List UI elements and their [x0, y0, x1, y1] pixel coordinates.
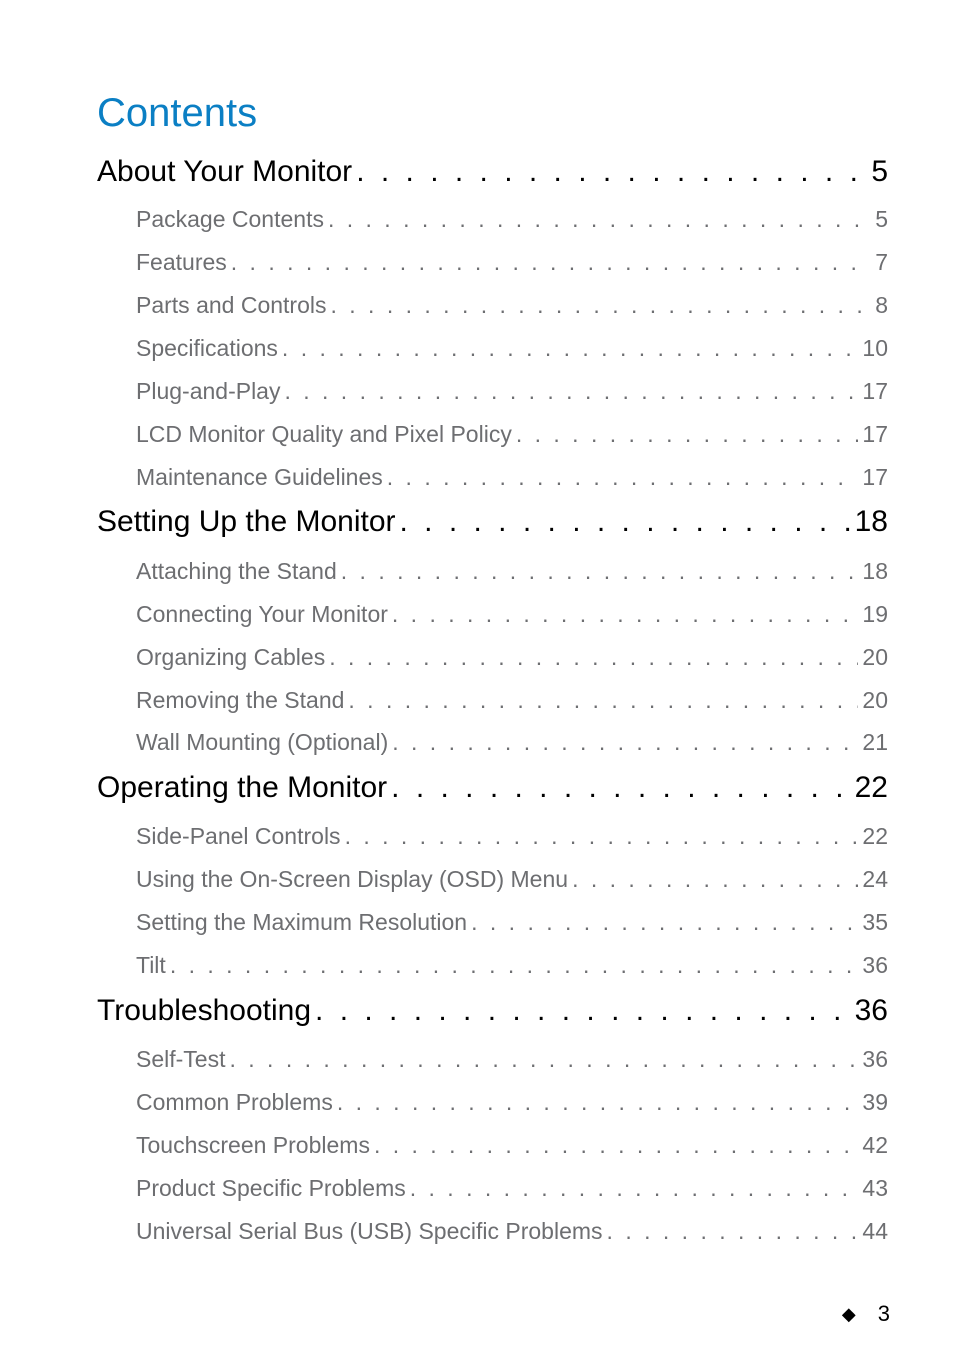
dot-leader	[471, 907, 858, 937]
toc-section-entry[interactable]	[136, 419, 888, 449]
dot-leader	[410, 1173, 859, 1203]
dot-leader	[516, 419, 859, 449]
toc-entry-page: 22	[862, 823, 888, 849]
toc-entry-page: 44	[862, 1218, 888, 1244]
toc-entry-page: 21	[862, 729, 888, 755]
dot-leader	[572, 864, 858, 894]
dot-leader	[348, 685, 858, 715]
toc-section-entry[interactable]	[136, 599, 888, 629]
toc-entry-page: 17	[862, 464, 888, 490]
toc-section-entry[interactable]	[136, 1130, 888, 1160]
diamond-icon: ◆	[841, 1304, 856, 1324]
dot-leader	[400, 502, 851, 542]
toc-entry-page: 43	[862, 1175, 888, 1201]
toc-entry-page: 36	[862, 1046, 888, 1072]
toc-section-entry[interactable]	[136, 727, 888, 757]
toc-section-entry[interactable]	[136, 376, 888, 406]
toc-chapter-entry[interactable]	[97, 991, 888, 1031]
toc-section-entry[interactable]	[136, 864, 888, 894]
toc-entry-label: Tilt	[136, 952, 166, 978]
toc-section-entry[interactable]	[136, 1216, 888, 1246]
toc-entry-page: 22	[854, 771, 888, 804]
toc-entry-label: Product Specific Problems	[136, 1175, 406, 1201]
dot-leader	[282, 333, 858, 363]
dot-leader	[229, 1044, 858, 1074]
page-number: 3	[877, 1301, 890, 1326]
toc-entry-label: Operating the Monitor	[97, 771, 388, 804]
toc-entry-page: 10	[862, 335, 888, 361]
toc-section-entry[interactable]	[136, 1087, 888, 1117]
toc-section-entry[interactable]	[136, 247, 888, 277]
toc-section-entry[interactable]	[136, 685, 888, 715]
toc-section-entry[interactable]	[136, 333, 888, 363]
toc-entry-label: Package Contents	[136, 206, 324, 232]
dot-leader	[607, 1216, 859, 1246]
toc-entry-label: LCD Monitor Quality and Pixel Policy	[136, 421, 512, 447]
toc-chapter-entry[interactable]	[97, 152, 888, 192]
toc-entry-label: Universal Serial Bus (USB) Specific Problems	[136, 1218, 603, 1244]
toc-entry-label: Common Problems	[136, 1089, 333, 1115]
toc-entry-page: 18	[862, 558, 888, 584]
toc-entry-page: 18	[854, 505, 888, 538]
toc-entry-label: Side-Panel Controls	[136, 823, 341, 849]
toc-entry-label: Features	[136, 249, 227, 275]
dot-leader	[231, 247, 871, 277]
toc-entry-label: Touchscreen Problems	[136, 1132, 370, 1158]
dot-leader	[391, 768, 850, 808]
toc-entry-label: About Your Monitor	[97, 155, 353, 188]
toc-section-entry[interactable]	[136, 950, 888, 980]
dot-leader	[374, 1130, 858, 1160]
toc-section-entry[interactable]	[136, 1044, 888, 1074]
dot-leader	[328, 204, 871, 234]
dot-leader	[387, 462, 859, 492]
toc-entry-page: 35	[862, 909, 888, 935]
toc-entry-label: Wall Mounting (Optional)	[136, 729, 389, 755]
toc-entry-label: Troubleshooting	[97, 994, 312, 1027]
toc-entry-label: Organizing Cables	[136, 644, 326, 670]
toc-entry-page: 42	[862, 1132, 888, 1158]
toc-section-entry[interactable]	[136, 821, 888, 851]
toc-chapter-entry[interactable]	[97, 768, 888, 808]
toc-entry-page: 19	[862, 601, 888, 627]
page-title: Contents	[97, 91, 258, 135]
toc-entry-page: 8	[875, 292, 888, 318]
toc-entry-label: Specifications	[136, 335, 278, 361]
toc-entry-page: 20	[862, 687, 888, 713]
toc-entry-label: Parts and Controls	[136, 292, 327, 318]
toc-entry-label: Setting Up the Monitor	[97, 505, 396, 538]
toc-entry-label: Setting the Maximum Resolution	[136, 909, 468, 935]
toc-entry-page: 39	[862, 1089, 888, 1115]
toc-entry-page: 24	[862, 866, 888, 892]
toc-entry-page: 20	[862, 644, 888, 670]
toc-section-entry[interactable]	[136, 462, 888, 492]
toc-section-entry[interactable]	[136, 290, 888, 320]
toc-entry-page: 5	[871, 155, 888, 188]
toc-section-entry[interactable]	[136, 907, 888, 937]
toc-entry-page: 7	[875, 249, 888, 275]
dot-leader	[329, 642, 858, 672]
toc-section-entry[interactable]	[136, 642, 888, 672]
dot-leader	[284, 376, 858, 406]
toc-entry-page: 17	[862, 378, 888, 404]
toc-entry-label: Maintenance Guidelines	[136, 464, 383, 490]
toc-entry-label: Self-Test	[136, 1046, 226, 1072]
dot-leader	[341, 556, 859, 586]
toc-section-entry[interactable]	[136, 1173, 888, 1203]
toc-chapter-entry[interactable]	[97, 502, 888, 542]
toc-entry-label: Plug-and-Play	[136, 378, 281, 404]
toc-entry-label: Attaching the Stand	[136, 558, 337, 584]
dot-leader	[345, 821, 859, 851]
page-footer	[842, 1299, 890, 1329]
toc-entry-page: 5	[875, 206, 888, 232]
dot-leader	[356, 152, 867, 192]
dot-leader	[392, 727, 858, 757]
toc-section-entry[interactable]	[136, 556, 888, 586]
dot-leader	[330, 290, 871, 320]
toc-entry-page: 36	[854, 994, 888, 1027]
toc-entry-label: Using the On-Screen Display (OSD) Menu	[136, 866, 569, 892]
toc-entry-page: 36	[862, 952, 888, 978]
toc-section-entry[interactable]	[136, 204, 888, 234]
dot-leader	[337, 1087, 859, 1117]
dot-leader	[392, 599, 859, 629]
dot-leader	[315, 991, 851, 1031]
dot-leader	[170, 950, 859, 980]
toc-entry-label: Connecting Your Monitor	[136, 601, 388, 627]
toc-entry-label: Removing the Stand	[136, 687, 345, 713]
toc-entry-page: 17	[862, 421, 888, 447]
